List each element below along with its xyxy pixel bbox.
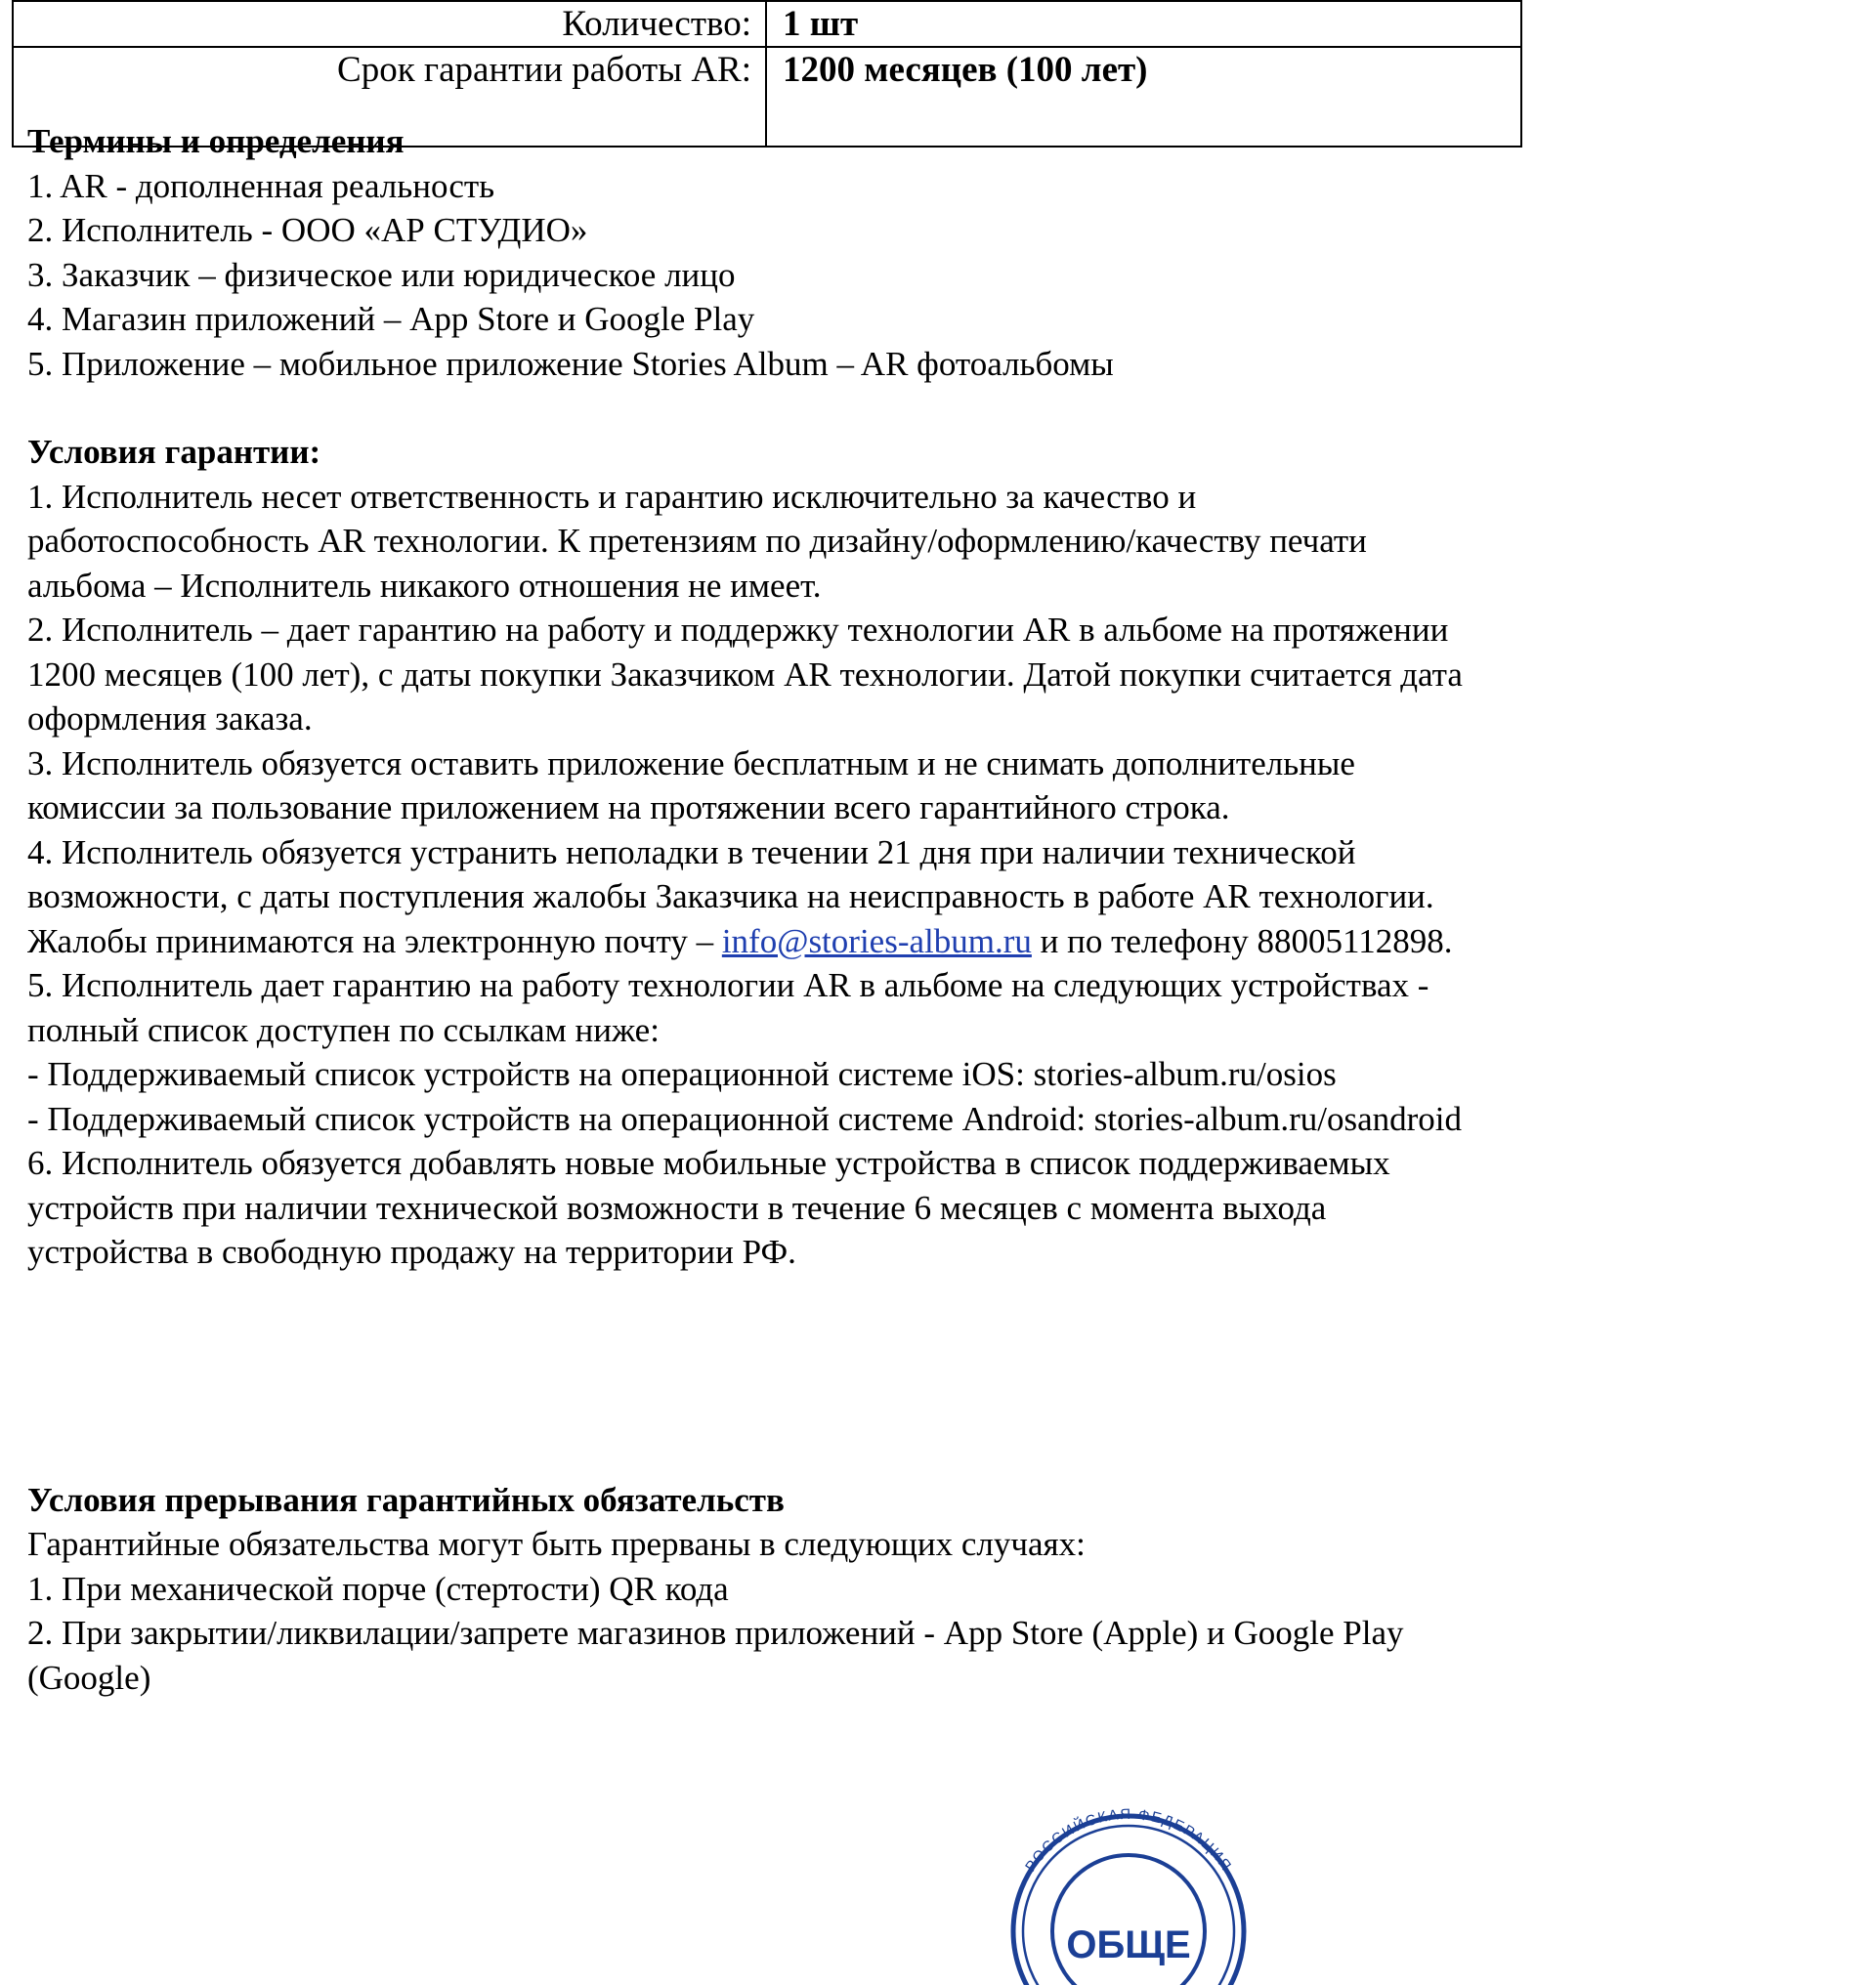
table-row bbox=[13, 1, 1521, 47]
termination-intro: Гарантийные обязательства могут быть прерваны в следующих случаях: bbox=[27, 1525, 1086, 1563]
termination-item-1: 1. При механической порче (стертости) QR кода bbox=[27, 1569, 729, 1608]
official-stamp bbox=[987, 1790, 1270, 1985]
terms-item-3: 3. Заказчик – физическое или юридическое лицо bbox=[27, 255, 736, 294]
section-spacer bbox=[27, 386, 1473, 430]
quantity-value: 1 шт bbox=[766, 1, 1521, 47]
termination-item-2: 2. При закрытии/ликвилации/запрете магазинов приложений - App Store (Apple) и Google Play (Google) bbox=[27, 1614, 1404, 1697]
warranty-term-label: Срок гарантии работы AR: bbox=[13, 47, 766, 95]
warranty-item-6: 6. Исполнитель обязуется добавлять новые мобильные устройства в список поддерживаемых устройств при наличии технической возможности в течение 6 месяцев с момента выхода устройства в свободную продажу на территории РФ. bbox=[27, 1144, 1390, 1271]
stamp-seal-icon bbox=[987, 1790, 1270, 1985]
stamp-outer-text: РОССИЙСКАЯ ФЕДЕРАЦИЯ bbox=[1022, 1805, 1235, 1876]
quantity-label: Количество: bbox=[13, 1, 766, 47]
stamp-inner-text: ОБЩЕ bbox=[1066, 1923, 1191, 1966]
terms-heading: Термины и определения bbox=[27, 122, 405, 160]
warranty-item-4-text-after: и по телефону 88005112898. bbox=[1031, 921, 1453, 960]
warranty-item-4-text-before: 4. Исполнитель обязуется устранить неполадки в течении 21 дня при наличии технической возможности, с даты поступления жалобы Заказчика на неисправность в работе AR технологии. Жалобы принимаются на электронную почту – bbox=[27, 832, 1434, 960]
terms-item-4: 4. Магазин приложений – App Store и Google Play bbox=[27, 300, 755, 338]
warranty-heading: Условия гарантии: bbox=[27, 433, 321, 471]
terms-item-5: 5. Приложение – мобильное приложение Stories Album – AR фотоальбомы bbox=[27, 344, 1114, 383]
warranty-item-5-android: - Поддерживаемый список устройств на операционной системе Android: stories-album.ru/osandroid bbox=[27, 1099, 1462, 1138]
support-email-link[interactable]: info@stories-album.ru bbox=[721, 921, 1032, 960]
terms-item-1: 1. AR - дополненная реальность bbox=[27, 166, 495, 205]
warranty-term-value: 1200 месяцев (100 лет) bbox=[766, 47, 1521, 95]
terms-item-2: 2. Исполнитель - ООО «АР СТУДИО» bbox=[27, 211, 588, 249]
table-row bbox=[13, 47, 1521, 95]
termination-heading: Условия прерывания гарантийных обязательств bbox=[27, 1480, 785, 1519]
warranty-item-5: 5. Исполнитель дает гарантию на работу технологии AR в альбоме на следующих устройствах - полный список доступен по ссылкам ниже: bbox=[27, 966, 1429, 1049]
warranty-item-1: 1. Исполнитель несет ответственность и гарантию исключительно за качество и работоспособность AR технологии. К претензиям по дизайну/оформлению/качеству печати альбома – Исполнитель никакого отношения не имеет. bbox=[27, 477, 1367, 605]
warranty-item-4 bbox=[27, 830, 1473, 964]
warranty-item-5-ios: - Поддерживаемый список устройств на операционной системе iOS: stories-album.ru/osios bbox=[27, 1055, 1337, 1093]
large-spacer bbox=[27, 1275, 1473, 1478]
warranty-item-3: 3. Исполнитель обязуется оставить приложение бесплатным и не снимать дополнительные комиссии за пользование приложением на протяжении всего гарантийного строка. bbox=[27, 743, 1355, 826]
warranty-item-2: 2. Исполнитель – дает гарантию на работу и поддержку технологии AR в альбоме на протяжении 1200 месяцев (100 лет), с даты покупки Заказчиком AR технологии. Датой покупки считается дата оформления заказа. bbox=[27, 611, 1463, 738]
document-body bbox=[27, 119, 1473, 1700]
